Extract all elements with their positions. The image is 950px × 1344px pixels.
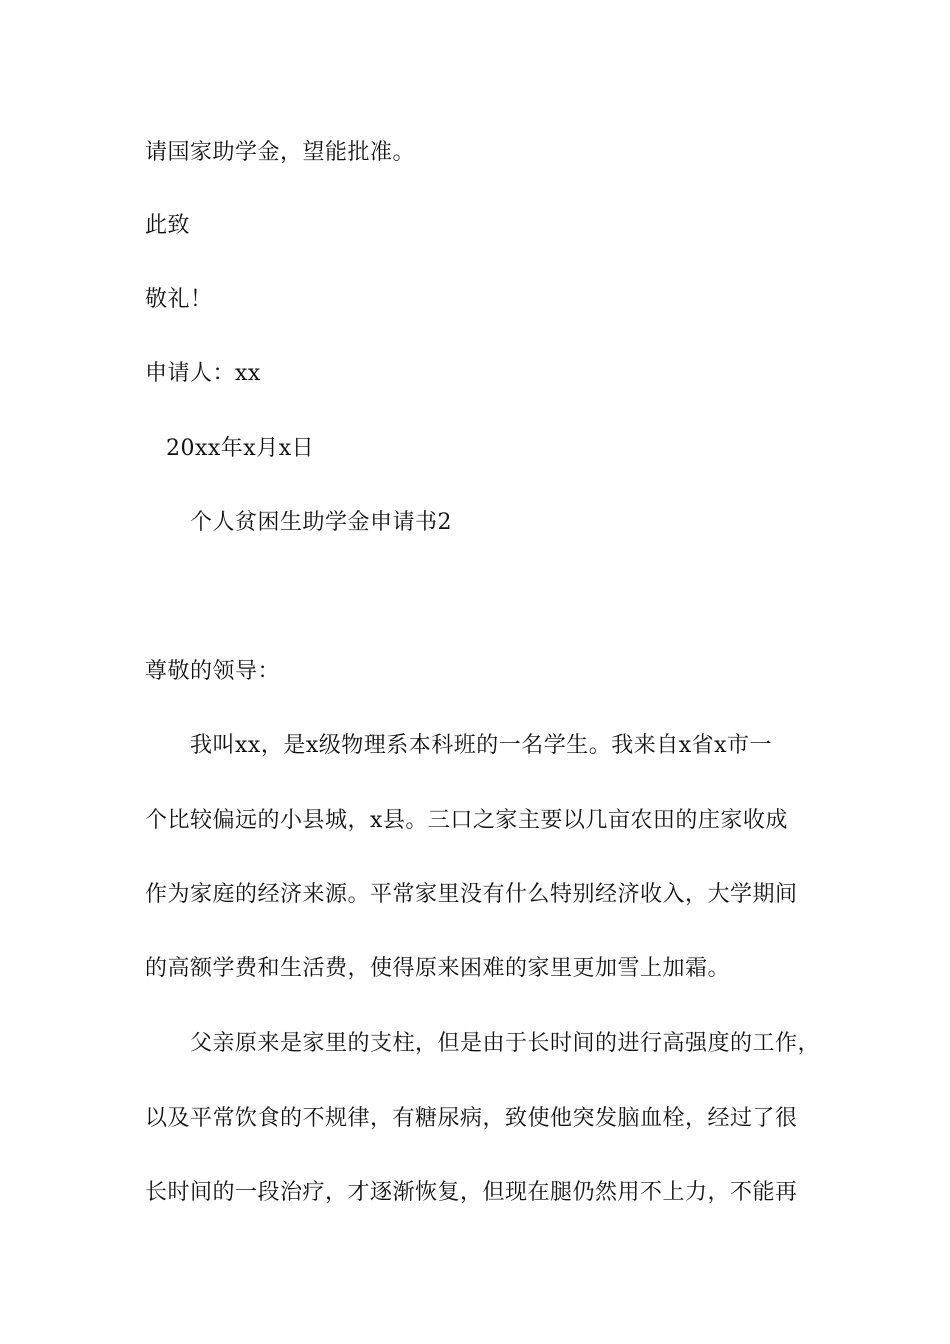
- closing-salutation: 此致: [145, 213, 191, 238]
- paragraph2-line1: 父亲原来是家里的支柱，但是由于长时间的进行高强度的工作，: [190, 1031, 821, 1056]
- paragraph2-line2: 以及平常饮食的不规律，有糖尿病，致使他突发脑血栓，经过了很: [145, 1106, 798, 1131]
- applicant-signature: 申请人：xx: [145, 361, 261, 386]
- paragraph2-line3: 长时间的一段治疗，才逐渐恢复，但现在腿仍然用不上力，不能再: [145, 1180, 798, 1205]
- closing-respect: 敬礼！: [145, 287, 213, 312]
- section-title: 个人贫困生助学金申请书2: [190, 510, 452, 535]
- closing-request-line: 请国家助学金，望能批准。: [145, 140, 416, 165]
- paragraph1-line3: 作为家庭的经济来源。平常家里没有什么特别经济收入，大学期间: [145, 882, 798, 907]
- paragraph1-line1: 我叫xx，是x级物理系本科班的一名学生。我来自x省x市一: [190, 733, 773, 758]
- paragraph1-line4: 的高额学费和生活费，使得原来困难的家里更加雪上加霜。: [145, 956, 731, 981]
- application-date: 20xx年x月x日: [166, 436, 315, 461]
- paragraph1-line2: 个比较偏远的小县城，x县。三口之家主要以几亩农田的庄家收成: [145, 808, 788, 833]
- greeting: 尊敬的领导：: [145, 659, 281, 684]
